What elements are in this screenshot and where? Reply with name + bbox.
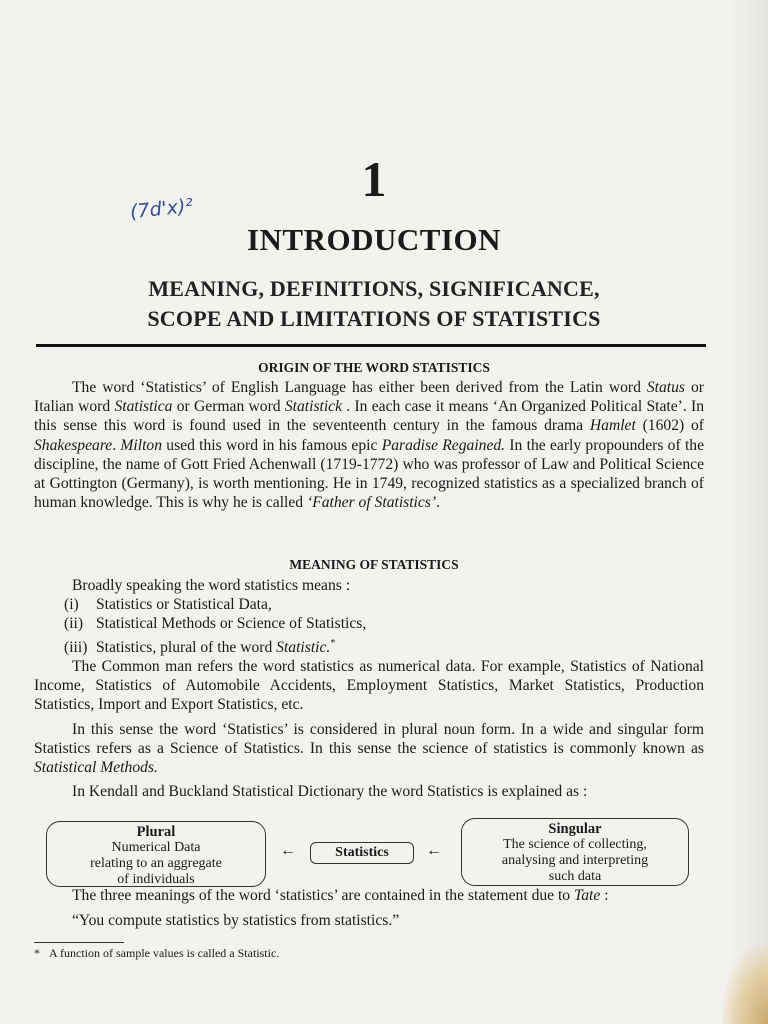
singular-title: Singular (548, 821, 602, 837)
plural-line3: of individuals (117, 872, 195, 887)
chapter-number: 1 (361, 151, 387, 207)
meaning-section (34, 576, 704, 801)
statistics-center-box: Statistics (310, 842, 414, 864)
plural-box (46, 821, 266, 887)
meaning-item-3: (iii) Statistics, plural of the word Statistic.* (64, 637, 336, 656)
meaning-heading: MEANING OF STATISTICS (289, 557, 459, 572)
footnote-rule (34, 942, 124, 943)
meaning-para-plural: In this sense the word ‘Statistics’ is considered in plural noun form. In a wide and singular form Statistics refers as a Science of Statistics. In this sense the science of statistics is commonly known as Statistical Methods. (34, 720, 704, 777)
meaning-intro: Broadly speaking the word statistics means : (72, 577, 351, 594)
meaning-item-2: (ii) Statistical Methods or Science of Statistics, (64, 615, 367, 633)
chapter-title: INTRODUCTION (246, 222, 502, 257)
footnote: * A function of sample values is called a Statistic. (34, 946, 280, 960)
arrow-left-icon: ← (426, 842, 442, 859)
plural-line1: Numerical Data (111, 840, 201, 855)
handwritten-note: (7d'x)² (129, 194, 195, 224)
singular-line3: such data (548, 869, 602, 884)
page-curl (722, 944, 768, 1024)
plural-title: Plural (136, 824, 176, 840)
title-rule (36, 344, 706, 347)
singular-line2: analysing and interpreting (501, 853, 649, 868)
chapter-subtitle-line1: MEANING, DEFINITIONS, SIGNIFICANCE, (148, 276, 600, 301)
statistics-diagram (30, 818, 710, 890)
origin-paragraph: The word ‘Statistics’ of English Language has either been derived from the Latin word Status or Italian word Statistica or German word Statistick . In each case it means ‘An Organized Political State’. In this sense this word is found used in the seventeenth century in the famous drama Hamlet (1602) of Shakespeare. Milton used this word in his famous epic Paradise Regained. In the early propounders of the discipline, the name of Gott Fried Achenwall (1719-1772) who was professor of Law and Political Science at Gottington (Germany), is worth mentioning. He in 1749, recognized statistics as a specialized branch of human knowledge. This is why he is called ‘Father of Statistics’. (34, 379, 704, 512)
meaning-para-common-man: The Common man refers the word statistics as numerical data. For example, Statistics of National Income, Statistics of Automobile Accidents, Employment Statistics, Market Statistics, Production Statistics, Import and Export Statistics, etc. (34, 658, 704, 714)
meaning-para-kendall: In Kendall and Buckland Statistical Dictionary the word Statistics is explained as : (72, 783, 588, 801)
meaning-item-1: (i) Statistics or Statistical Data, (64, 596, 272, 614)
tate-statement: The three meanings of the word ‘statistics’ are contained in the statement due to Tate : (72, 887, 609, 904)
tate-quote: “You compute statistics by statistics from statistics.” (72, 912, 400, 930)
origin-heading: ORIGIN OF THE WORD STATISTICS (258, 360, 490, 375)
plural-line2: relating to an aggregate (90, 856, 222, 871)
singular-line1: The science of collecting, (503, 837, 647, 852)
arrow-left-icon: ← (280, 842, 296, 859)
chapter-subtitle-line2: SCOPE AND LIMITATIONS OF STATISTICS (147, 306, 601, 331)
closing-section (34, 886, 704, 930)
singular-box (461, 818, 689, 886)
